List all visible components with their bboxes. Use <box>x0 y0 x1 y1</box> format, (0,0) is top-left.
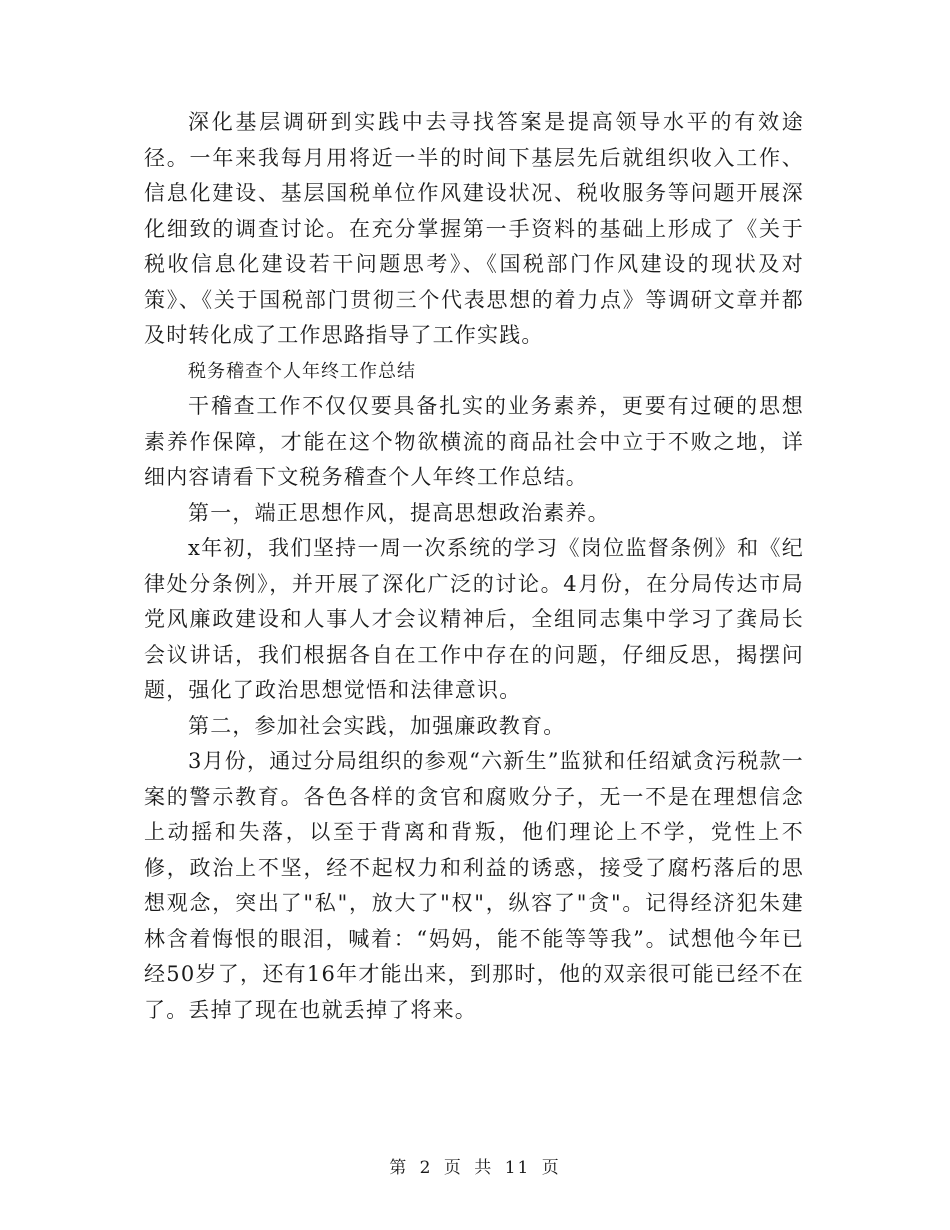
point-two-heading: 第二，参加社会实践，加强廉政教育。 <box>188 713 566 738</box>
page-number-footer: 第 2 页 共 11 页 <box>389 1158 561 1178</box>
section-title: 税务稽查个人年终工作总结 <box>188 360 416 382</box>
point-one-heading: 第一，端正思想作风，提高思想政治素养。 <box>188 500 610 525</box>
paragraph-point-one: x年初，我们坚持一周一次系统的学习《岗位监督条例》和《纪律处分条例》，并开展了深化广泛的讨论。4月份，在分局传达市局党风廉政建设和人事人才会议精神后，全组同志集中学习了龚局长会议讲话，我们根据各自在工作中存在的问题，仔细反思，揭摆问题，强化了政治思想觉悟和法律意识。 <box>144 536 804 702</box>
paragraph-intro: 干稽查工作不仅仅要具备扎实的业务素养，更要有过硬的思想素养作保障，才能在这个物欲横流的商品社会中立于不败之地，详细内容请看下文税务稽查个人年终工作总结。 <box>144 394 804 489</box>
paragraph-point-two: 3月份，通过分局组织的参观“六新生”监狱和任绍斌贪污税款一案的警示教育。各色各样的贪官和腐败分子，无一不是在理想信念上动摇和失落，以至于背离和背叛，他们理论上不学，党性上不修，政治上不坚，经不起权力和利益的诱惑，接受了腐朽落后的思想观念，突出了"私"，放大了"权"，纵容了"贪"。记得经济犯朱建林含着悔恨的眼泪，喊着：“妈妈，能不能等等我”。试想他今年已经50岁了，还有16年才能出来，到那时，他的双亲很可能已经不在了。丢掉了现在也就丢掉了将来。 <box>144 749 804 1022</box>
paragraph-research: 深化基层调研到实践中去寻找答案是提高领导水平的有效途径。一年来我每月用将近一半的时间下基层先后就组织收入工作、信息化建设、基层国税单位作风建设状况、税收服务等问题开展深化细致的调查讨论。在充分掌握第一手资料的基础上形成了《关于税收信息化建设若干问题思考》、《国税部门作风建设的现状及对策》、《关于国税部门贯彻三个代表思想的着力点》等调研文章并都及时转化成了工作思路指导了工作实践。 <box>144 110 804 347</box>
document-body <box>144 105 804 1028</box>
